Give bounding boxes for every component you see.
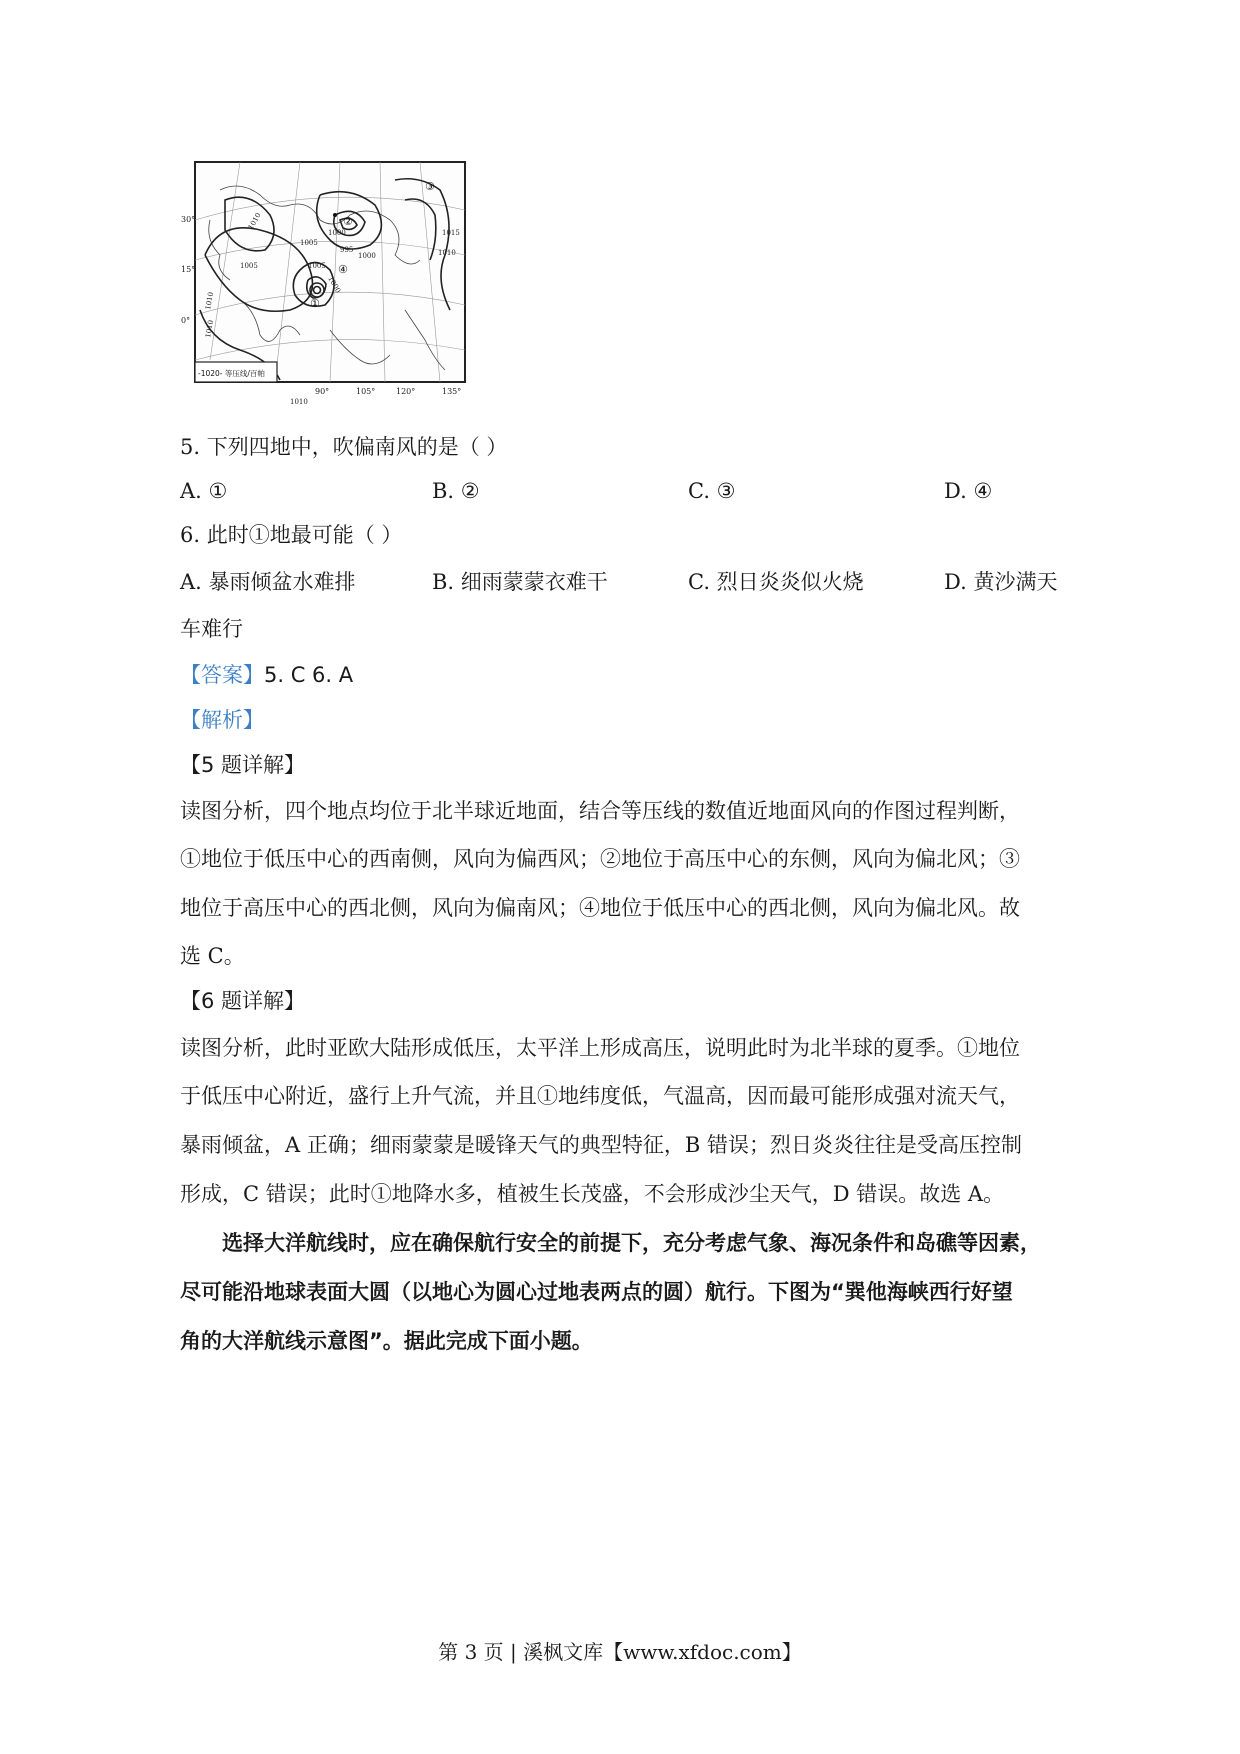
- marker-3: ③: [425, 180, 435, 193]
- question-6-stem: 6. 此时①地最可能（ ）: [180, 523, 403, 547]
- isobar-label: 1000: [326, 275, 343, 295]
- lat-label-30: 30°: [181, 215, 196, 224]
- map-legend: -1020- 等压线/百帕: [198, 369, 265, 378]
- lat-label-15: 15°: [181, 265, 196, 274]
- q5-detail-line: ①地位于低压中心的西南侧，风向为偏西风；②地位于高压中心的东侧，风向为偏北风；③: [180, 847, 1020, 871]
- q5-detail-heading: 【5 题详解】: [180, 753, 306, 777]
- marker-2: ②: [343, 215, 353, 228]
- analysis-tag: 【解析】: [180, 708, 264, 732]
- question-5-option-d: D. ④: [944, 479, 993, 503]
- answer-line: [180, 660, 353, 690]
- answer-text: 5. C 6. A: [264, 663, 354, 687]
- isobar-label: 1010: [204, 291, 216, 311]
- page-footer: 第 3 页 | 溪枫文库【www.xfdoc.com】: [438, 1640, 802, 1664]
- isobar-label: 1005: [308, 262, 326, 270]
- isobar-label: 1010: [290, 398, 308, 406]
- isobar-label: 1005: [300, 239, 318, 247]
- question-5-option-c: C. ③: [688, 479, 736, 503]
- question-5-option-b: B. ②: [432, 479, 480, 503]
- lon-label-135: 135°: [442, 387, 462, 396]
- q5-detail-line: 选 C。: [180, 944, 245, 968]
- passage-line: 角的大洋航线示意图”。据此完成下面小题。: [180, 1329, 593, 1353]
- isobar-weather-map: [180, 160, 485, 417]
- question-6-option-b: B. 细雨蒙蒙衣难干: [432, 570, 608, 594]
- answer-tag: 【答案】: [180, 663, 264, 687]
- isobar-label: 1010: [204, 319, 216, 339]
- q6-detail-line: 形成，C 错误；此时①地降水多，植被生长茂盛，不会形成沙尘天气，D 错误。故选 A。: [180, 1182, 1005, 1206]
- q6-detail-line: 暴雨倾盆，A 正确；细雨蒙蒙是暖锋天气的典型特征，B 错误；烈日炎炎往往是受高压控制: [180, 1133, 1022, 1157]
- q5-detail-line: 读图分析，四个地点均位于北半球近地面，结合等压线的数值近地面风向的作图过程判断，: [180, 799, 1020, 823]
- lon-label-105: 105°: [356, 387, 376, 396]
- marker-4: ④: [338, 263, 348, 276]
- isobar-label: 995: [340, 246, 354, 254]
- lon-label-90: 90°: [315, 387, 330, 396]
- q6-detail-heading: 【6 题详解】: [180, 989, 306, 1013]
- question-5-stem: 5. 下列四地中，吹偏南风的是（ ）: [180, 435, 508, 459]
- isobar-label: 1005: [240, 262, 258, 270]
- question-6-option-d: D. 黄沙满天: [944, 570, 1058, 594]
- passage-line: 选择大洋航线时，应在确保航行安全的前提下，充分考虑气象、海况条件和岛礁等因素，: [222, 1231, 1041, 1255]
- isobar-label: 1015: [442, 229, 460, 237]
- isobar-label: 1010: [246, 211, 263, 231]
- lat-label-0: 0°: [181, 316, 191, 325]
- question-5-option-a: A. ①: [180, 479, 228, 503]
- marker-1: ①: [310, 297, 320, 310]
- isobar-label: 1000: [358, 252, 376, 260]
- isobar-label: 1010: [438, 249, 456, 257]
- question-6-option-d-continuation: 车难行: [180, 617, 243, 641]
- question-6-option-a: A. 暴雨倾盆水难排: [180, 570, 356, 594]
- q5-detail-line: 地位于高压中心的西北侧，风向为偏南风；④地位于低压中心的西北侧，风向为偏北风。故: [180, 896, 1020, 920]
- q6-detail-line: 于低压中心附近，盛行上升气流，并且①地纬度低，气温高，因而最可能形成强对流天气，: [180, 1084, 1020, 1108]
- q6-detail-line: 读图分析，此时亚欧大陆形成低压，太平洋上形成高压，说明此时为北半球的夏季。①地位: [180, 1036, 1020, 1060]
- lon-label-120: 120°: [396, 387, 416, 396]
- question-6-option-c: C. 烈日炎炎似火烧: [688, 570, 864, 594]
- isobar-label: 1000: [328, 229, 346, 237]
- passage-line: 尽可能沿地球表面大圆（以地心为圆心过地表两点的圆）航行。下图为“巽他海峡西行好望: [180, 1280, 1013, 1304]
